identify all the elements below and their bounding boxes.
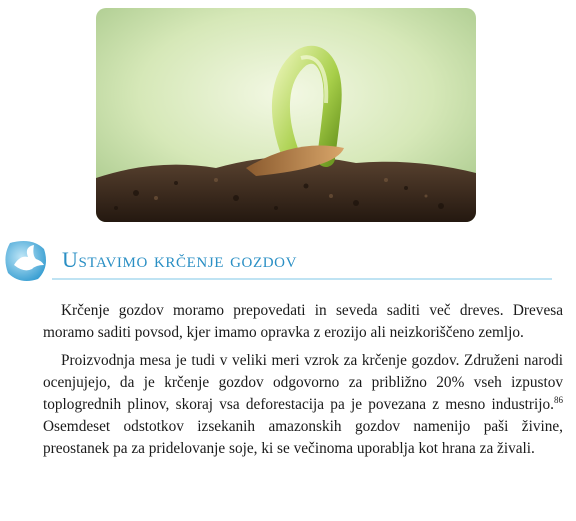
- sprout-photo: [96, 8, 476, 222]
- body-text: [43, 300, 563, 460]
- paragraph-text: Osemdeset odstotkov izsekanih amazonskih gozdov namenijo paši živine, preostanek pa za pridelovanje soje, ki se večinoma uporablja kot hrana za živali.: [43, 418, 563, 457]
- footnote-marker[interactable]: 86: [554, 394, 563, 405]
- dove-icon: [2, 237, 50, 283]
- section-heading: [0, 234, 576, 288]
- heading-rule: [52, 278, 552, 280]
- section-title: Ustavimo krčenje gozdov: [62, 247, 298, 272]
- paragraph: Krčenje gozdov moramo prepovedati in seveda saditi več dreves. Drevesa moramo saditi povsod, kjer imamo opravka z erozijo ali neizkoriščeno zemljo.: [43, 302, 563, 341]
- paragraph: [43, 350, 563, 460]
- paragraph-text: Proizvodnja mesa je tudi v veliki meri vzrok za krčenje gozdov. Združeni narodi ocenjujejo, da je krčenje gozdov odgovorno za približno 20% vseh izpustov toplogrednih plinov, skoraj vsa deforestacija pa je povezana z mesno industrijo.: [43, 352, 563, 413]
